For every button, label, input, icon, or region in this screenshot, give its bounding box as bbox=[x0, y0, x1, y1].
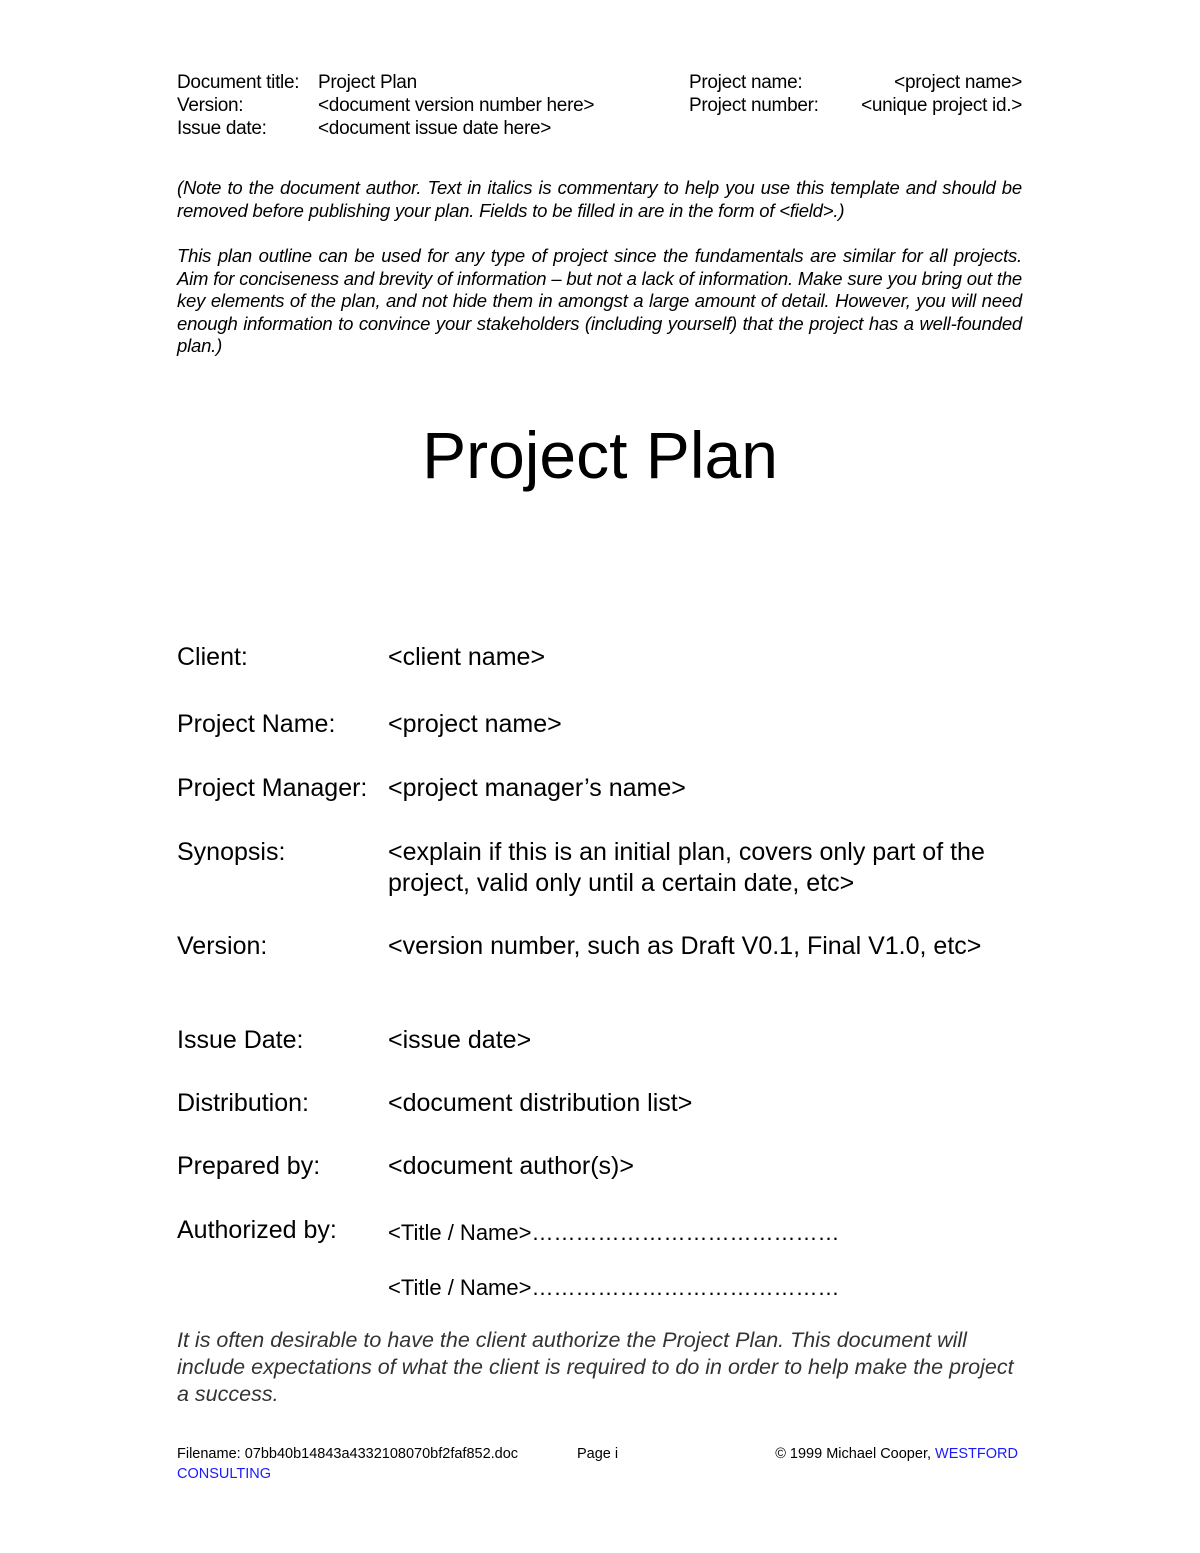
company-name-link[interactable]: WESTFORD bbox=[935, 1446, 1018, 1462]
version-field-value: <version number, such as Draft V0.1, Final V1.0, etc> bbox=[388, 932, 982, 960]
distribution-label: Distribution: bbox=[177, 1089, 309, 1117]
issue-date-field-value: <issue date> bbox=[388, 1026, 532, 1054]
author-note-1: (Note to the document author. Text in italics is commentary to help you use this template and should be removed before publishing your plan. Fields to be filled in are in the form of <field>.) bbox=[177, 177, 1022, 221]
version-label: Version: bbox=[177, 95, 244, 116]
authorized-by-line-2: <Title / Name>…………………………………… bbox=[388, 1275, 840, 1300]
distribution-value: <document distribution list> bbox=[388, 1089, 693, 1117]
prepared-by-label: Prepared by: bbox=[177, 1152, 321, 1180]
project-number-value: <unique project id.> bbox=[861, 95, 1022, 116]
version-value: <document version number here> bbox=[318, 95, 595, 116]
copyright-text: © 1999 Michael Cooper, bbox=[775, 1446, 936, 1462]
issue-date-value: <document issue date here> bbox=[318, 118, 552, 139]
prepared-by-value: <document author(s)> bbox=[388, 1152, 634, 1180]
doc-title-label: Document title: bbox=[177, 72, 300, 93]
synopsis-label: Synopsis: bbox=[177, 838, 286, 866]
version-field-label: Version: bbox=[177, 932, 268, 960]
author-note-2: This plan outline can be used for any type of project since the fundamentals are similar for all projects. Aim for conciseness and brevity of information – but not a lack of information. Make sure you bring out the key elements of the plan, and not hide them in amongst a large amount of detail. However, you will need enough information to convince your stakeholders (including yourself) that the project has a well-founded plan.) bbox=[177, 245, 1022, 357]
project-name-field-value: <project name> bbox=[388, 710, 562, 738]
client-label: Client: bbox=[177, 643, 248, 671]
closing-note: It is often desirable to have the client authorize the Project Plan. This document will include expectations of what the client is required to do in order to help make the project a success. bbox=[177, 1328, 1014, 1406]
footer-copyright bbox=[775, 1445, 1018, 1464]
footer-filename: Filename: 07bb40b14843a4332108070bf2faf852.doc bbox=[177, 1446, 519, 1462]
authorized-by-label: Authorized by: bbox=[177, 1216, 337, 1244]
project-number-label: Project number: bbox=[689, 95, 819, 116]
synopsis-value: <explain if this is an initial plan, covers only part of the project, valid only until a certain date, etc> bbox=[388, 838, 985, 897]
project-name-label: Project name: bbox=[689, 72, 803, 93]
doc-title-value: Project Plan bbox=[318, 72, 417, 93]
company-name-link-continued[interactable]: CONSULTING bbox=[177, 1466, 271, 1482]
project-name-value: <project name> bbox=[894, 72, 1022, 93]
authorized-by-line-1: <Title / Name>…………………………………… bbox=[388, 1220, 840, 1245]
project-name-field-label: Project Name: bbox=[177, 710, 336, 738]
issue-date-label: Issue date: bbox=[177, 118, 267, 139]
page-title: Project Plan bbox=[422, 418, 778, 492]
issue-date-field-label: Issue Date: bbox=[177, 1026, 304, 1054]
project-manager-label: Project Manager: bbox=[177, 774, 368, 802]
client-value: <client name> bbox=[388, 643, 546, 671]
project-manager-value: <project manager’s name> bbox=[388, 774, 686, 802]
footer-page-number: Page i bbox=[577, 1446, 619, 1462]
